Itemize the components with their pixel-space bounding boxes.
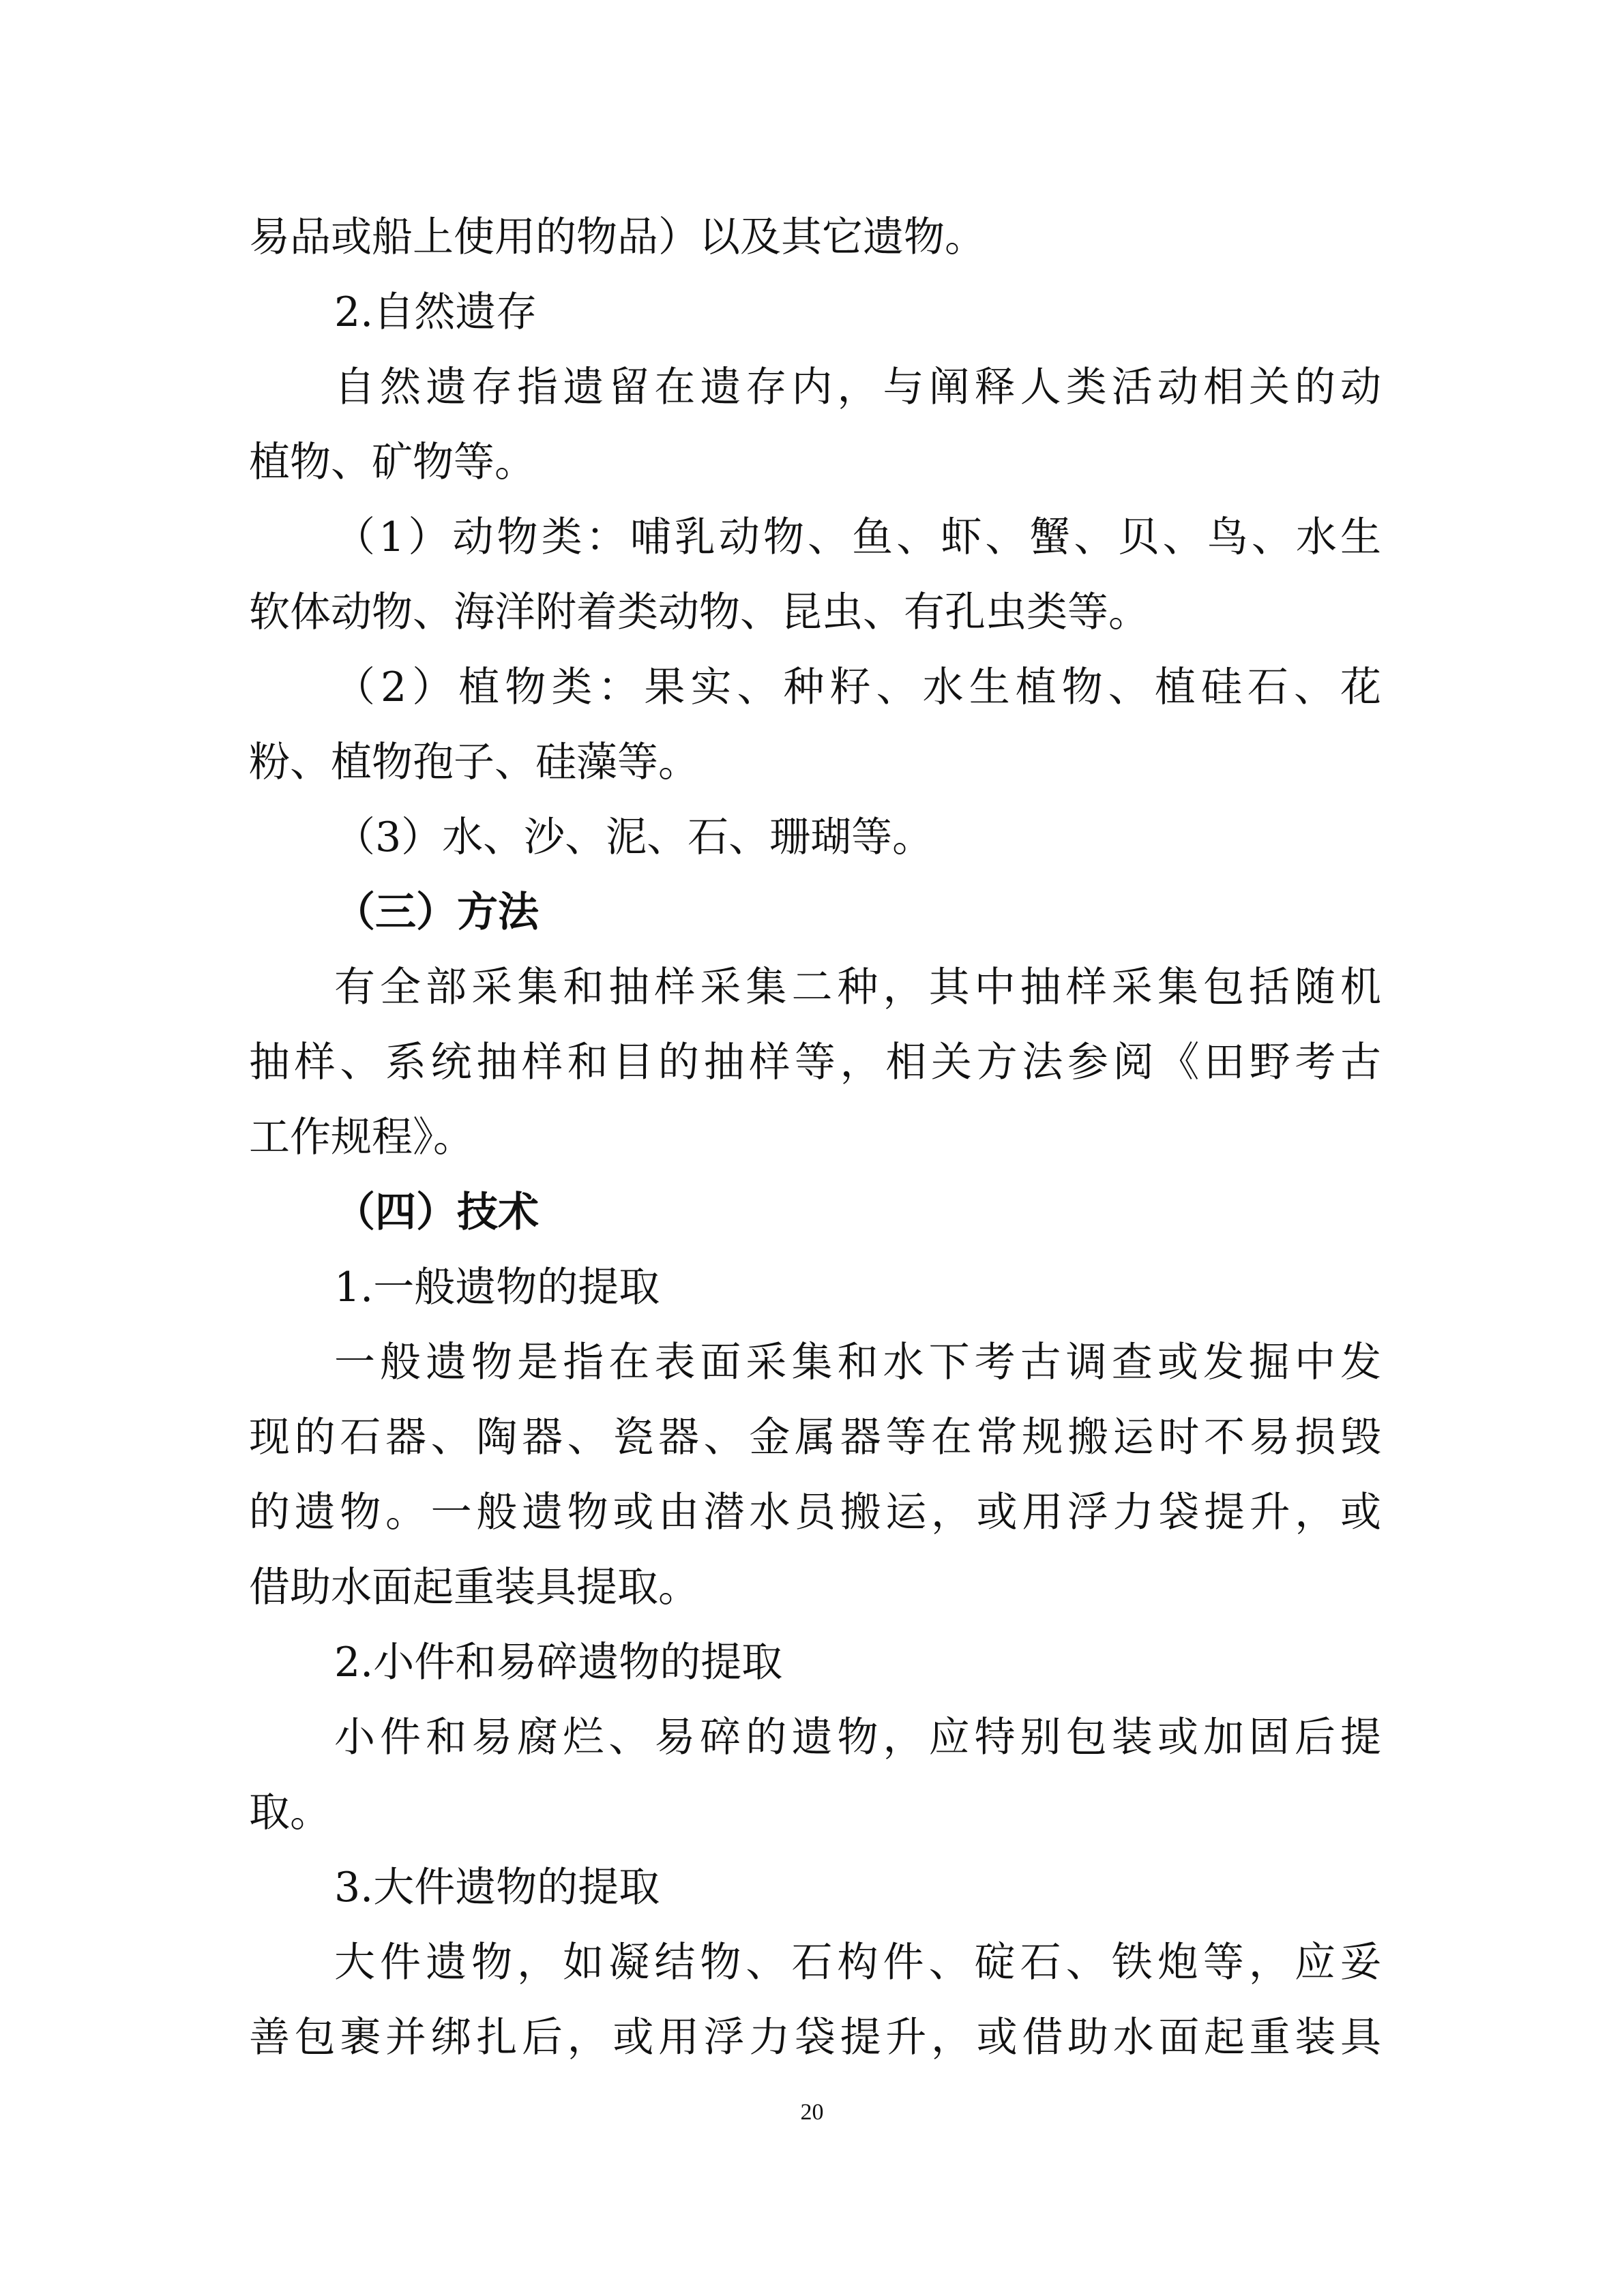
page-number: 20 bbox=[800, 2100, 824, 2125]
paragraph-line: 软体动物、海洋附着类动物、昆虫、有孔虫类等。 bbox=[249, 588, 1149, 636]
paragraph-line: 大件遗物，如凝结物、石构件、碇石、铁炮等，应妥 bbox=[334, 1939, 1381, 1986]
paragraph-line: 小件和易腐烂、易碎的遗物，应特别包装或加固后提 bbox=[334, 1714, 1381, 1761]
section-heading-method: （三）方法 bbox=[334, 889, 539, 936]
paragraph-line: 抽样、系统抽样和目的抽样等，相关方法参阅《田野考古 bbox=[249, 1039, 1381, 1086]
paragraph-line: 现的石器、陶器、瓷器、金属器等在常规搬运时不易损毁 bbox=[249, 1414, 1381, 1461]
paragraph-line: 工作规程》。 bbox=[249, 1114, 474, 1161]
list-item-plants: （2）植物类：果实、种籽、水生植物、植硅石、花 bbox=[334, 664, 1381, 711]
section-heading-technique: （四）技术 bbox=[334, 1189, 539, 1236]
paragraph-line: 取。 bbox=[249, 1789, 331, 1836]
continuation-line: 易品或船上使用的物品）以及其它遗物。 bbox=[249, 213, 986, 261]
paragraph-line: 粉、植物孢子、硅藻等。 bbox=[249, 739, 699, 786]
paragraph-line: 一般遗物是指在表面采集和水下考古调查或发掘中发 bbox=[334, 1339, 1381, 1386]
subheading-natural-remains: 2.自然遗存 bbox=[334, 288, 537, 336]
subheading-small-fragile: 2.小件和易碎遗物的提取 bbox=[334, 1639, 783, 1686]
paragraph-line: 借助水面起重装具提取。 bbox=[249, 1564, 699, 1611]
paragraph-line: 的遗物。一般遗物或由潜水员搬运，或用浮力袋提升，或 bbox=[249, 1489, 1381, 1536]
subheading-general-artifacts: 1.一般遗物的提取 bbox=[334, 1264, 660, 1311]
paragraph-line: 有全部采集和抽样采集二种，其中抽样采集包括随机 bbox=[334, 964, 1381, 1011]
paragraph-line: 植物、矿物等。 bbox=[249, 438, 535, 486]
paragraph-line: 善包裹并绑扎后，或用浮力袋提升，或借助水面起重装具 bbox=[249, 2014, 1381, 2061]
paragraph-line: 自然遗存指遗留在遗存内，与阐释人类活动相关的动 bbox=[334, 363, 1381, 411]
list-item-minerals: （3）水、沙、泥、石、珊瑚等。 bbox=[334, 814, 934, 861]
subheading-large-artifacts: 3.大件遗物的提取 bbox=[334, 1864, 660, 1911]
list-item-animals: （1）动物类：哺乳动物、鱼、虾、蟹、贝、鸟、水生 bbox=[334, 513, 1381, 561]
